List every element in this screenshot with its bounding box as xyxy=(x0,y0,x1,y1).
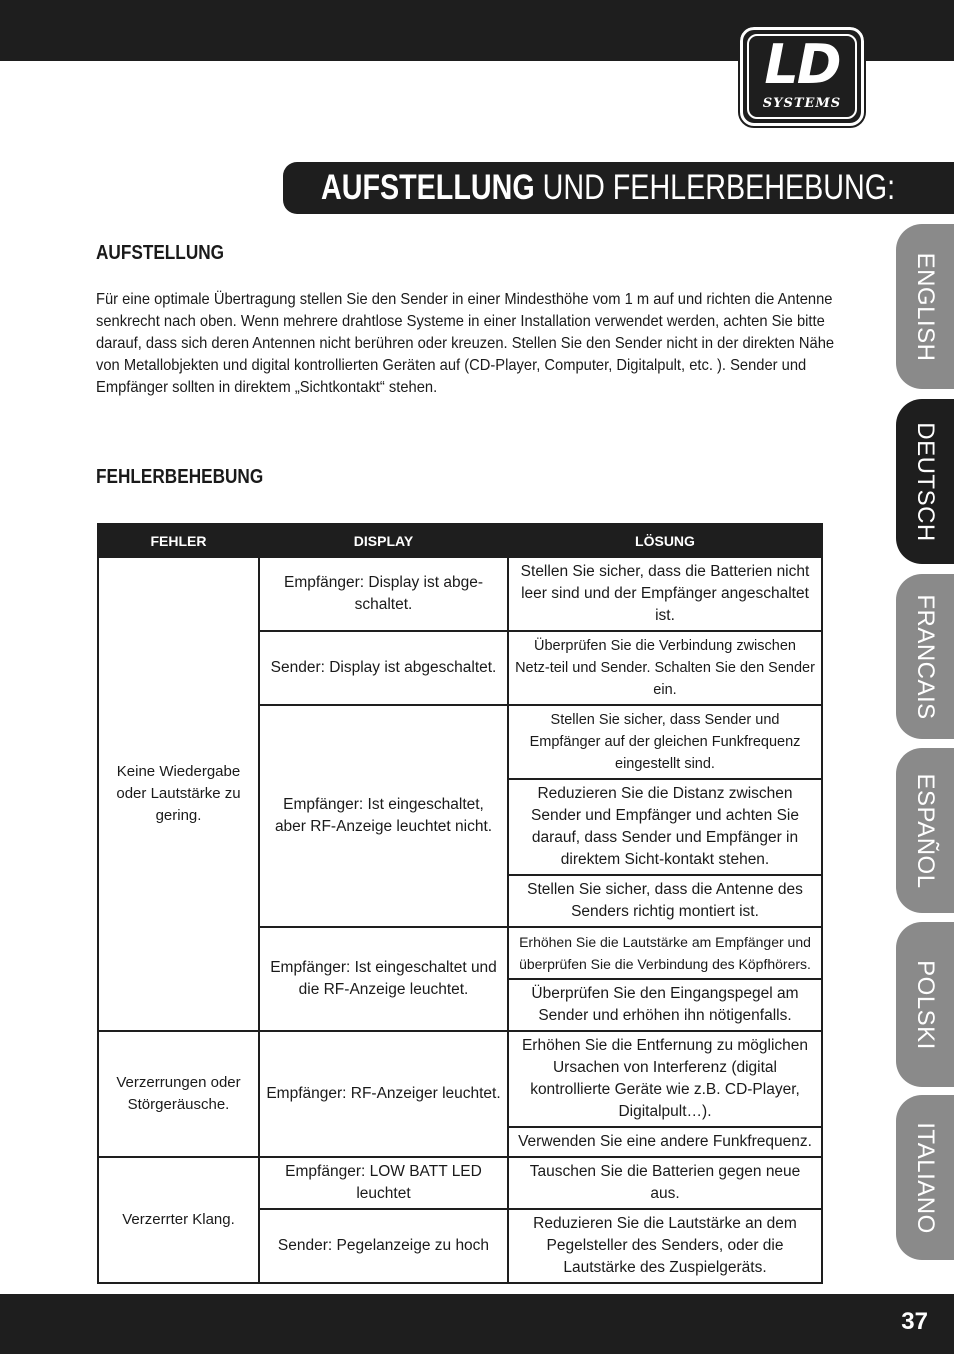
loesung-cell: Erhöhen Sie die Entfernung zu möglichen Ursachen von Interferenz (digital kontrollierte Geräte wie z.B. CD-Player, Digitalpult…). xyxy=(508,1031,822,1127)
paragraph-line: darauf, dass sich deren Antennen nicht berühren oder kreuzen. Stellen Sie den Sender nicht in der direkten Nähe xyxy=(96,335,835,352)
tab-polski[interactable] xyxy=(896,922,954,1087)
loesung-cell: Stellen Sie sicher, dass die Antenne des Senders richtig montiert ist. xyxy=(508,875,822,927)
loesung-cell: Verwenden Sie eine andere Funkfrequenz. xyxy=(508,1127,822,1157)
page-title-thin: UND FEHLERBEHEBUNG: xyxy=(534,168,896,207)
column-header-fehler: FEHLER xyxy=(98,524,259,557)
tab-label: POLSKI xyxy=(912,959,939,1050)
page-title xyxy=(321,168,895,208)
loesung-cell: Reduzieren Sie die Distanz zwischen Sender und Empfänger und achten Sie darauf, dass Sender und Empfänger in direktem Sicht-kontakt stehen. xyxy=(508,779,822,875)
paragraph-line: Empfänger sollten in direktem „Sichtkontakt“ stehen. xyxy=(96,379,438,396)
tab-espanol[interactable] xyxy=(896,748,954,913)
table-row xyxy=(98,1031,822,1127)
logo-sub: SYSTEMS xyxy=(762,96,842,111)
logo-mark: LD xyxy=(764,33,840,96)
paragraph-line: Für eine optimale Übertragung stellen Sie den Sender in einer Mindesthöhe vom 1 m auf und richten die Antenne xyxy=(96,291,833,308)
page-title-bold: AUFSTELLUNG xyxy=(321,168,535,207)
tab-label: ENGLISH xyxy=(912,252,939,361)
tab-label: DEUTSCH xyxy=(912,421,939,542)
ld-systems-logo xyxy=(740,27,864,126)
display-cell: Sender: Display ist abgeschaltet. xyxy=(259,631,508,705)
title-bar xyxy=(283,162,954,214)
display-cell: Sender: Pegelanzeige zu hoch xyxy=(259,1209,508,1283)
tab-label: ESPAÑOL xyxy=(912,772,939,889)
column-header-loesung: LÖSUNG xyxy=(508,524,822,557)
fehler-cell: Verzerrungen oder Störgeräusche. xyxy=(98,1031,259,1157)
display-cell: Empfänger: RF-Anzeiger leuchtet. xyxy=(259,1031,508,1157)
table-row xyxy=(98,1157,822,1209)
tab-english[interactable] xyxy=(896,224,954,389)
loesung-cell: Erhöhen Sie die Lautstärke am Empfänger und überprüfen Sie die Verbindung des Köpfhörers. xyxy=(508,927,822,979)
tab-label: FRANCAIS xyxy=(912,593,939,720)
loesung-cell: Tauschen Sie die Batterien gegen neue aus. xyxy=(508,1157,822,1209)
loesung-cell: Reduzieren Sie die Lautstärke an dem Pegelsteller des Senders, oder die Lautstärke des Zuspielgeräts. xyxy=(508,1209,822,1283)
column-header-display: DISPLAY xyxy=(259,524,508,557)
section-heading-aufstellung: AUFSTELLUNG xyxy=(96,242,225,264)
loesung-cell: Überprüfen Sie die Verbindung zwischen Netz-teil und Sender. Schalten Sie den Sender ein. xyxy=(508,631,822,705)
fehler-cell: Verzerrter Klang. xyxy=(98,1157,259,1283)
table-row xyxy=(98,557,822,631)
paragraph-line: senkrecht nach oben. Wenn mehrere drahtlose Systeme in einer Installation verwendet werden, achten Sie bitte xyxy=(96,313,825,330)
bottom-bar xyxy=(0,1294,954,1354)
page-number: 37 xyxy=(901,1308,928,1335)
display-cell: Empfänger: Ist eingeschaltet, aber RF-Anzeige leuchtet nicht. xyxy=(259,705,508,927)
loesung-cell: Stellen Sie sicher, dass die Batterien nicht leer sind und der Empfänger angeschaltet ist. xyxy=(508,557,822,631)
tab-francais[interactable] xyxy=(896,574,954,739)
aufstellung-paragraph xyxy=(96,289,835,399)
tab-italiano[interactable] xyxy=(896,1095,954,1260)
fehler-cell: Keine Wiedergabe oder Lautstärke zu gering. xyxy=(98,557,259,1031)
troubleshooting-table xyxy=(97,523,823,1284)
display-cell: Empfänger: Display ist abge-schaltet. xyxy=(259,557,508,631)
section-heading-fehlerbehebung: FEHLERBEHEBUNG xyxy=(96,466,264,488)
loesung-cell: Stellen Sie sicher, dass Sender und Empfänger auf der gleichen Funkfrequenz eingestellt sind. xyxy=(508,705,822,779)
tab-label: ITALIANO xyxy=(912,1121,939,1234)
loesung-cell: Überprüfen Sie den Eingangspegel am Sender und erhöhen ihn nötigenfalls. xyxy=(508,979,822,1031)
paragraph-line: von Metallobjekten und digital kontrollierten Geräten auf (CD-Player, Computer, Digitalpult, etc. ). Sender und xyxy=(96,357,807,374)
tab-deutsch[interactable] xyxy=(896,399,954,564)
table-header-row xyxy=(98,524,822,557)
display-cell: Empfänger: LOW BATT LED leuchtet xyxy=(259,1157,508,1209)
display-cell: Empfänger: Ist eingeschaltet und die RF-Anzeige leuchtet. xyxy=(259,927,508,1031)
